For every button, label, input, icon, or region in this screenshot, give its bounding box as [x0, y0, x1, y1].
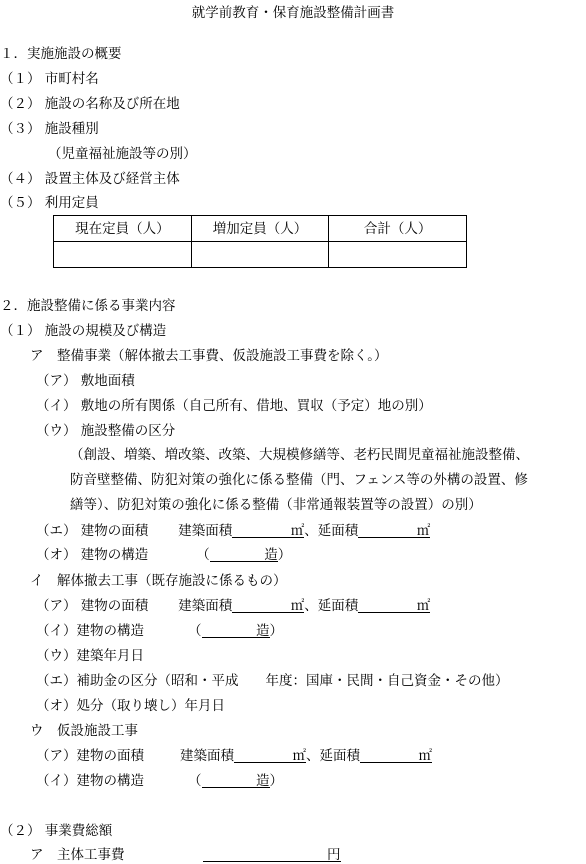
- floor-area-field[interactable]: [358, 522, 430, 538]
- item-development-type: （ウ） 施設整備の区分: [36, 423, 176, 439]
- item-facility-type: （３） 施設種別: [0, 121, 99, 137]
- item-capacity: （５） 利用定員: [0, 195, 99, 211]
- structure-unit: 造: [256, 623, 270, 639]
- floor-area-text: 延面積: [317, 523, 359, 539]
- item-construction-date: （ウ）建築年月日: [36, 648, 144, 664]
- demolition-structure-label: （イ）建物の構造: [36, 623, 144, 639]
- building-area-text: 建築面積: [178, 523, 233, 539]
- development-type-line-2: 防音壁整備、防犯対策の強化に係る整備（門、フェンス等の外構の設置、修: [70, 472, 528, 488]
- item-temporary-structure: [36, 772, 283, 790]
- building-area-text: 建築面積: [180, 748, 234, 764]
- subsection-i-title: イ 解体撤去工事（既存施設に係るもの）: [30, 573, 287, 589]
- sqm-unit: ㎡: [418, 748, 432, 764]
- item-site-ownership: （イ） 敷地の所有関係（自己所有、借地、買収（予定）地の別）: [36, 398, 432, 414]
- paren-open: （: [196, 547, 210, 563]
- demolition-floor-area-field[interactable]: [358, 597, 430, 613]
- item-site-area: （ア） 敷地面積: [36, 373, 135, 389]
- table-value-row: [54, 242, 467, 268]
- cell-total-capacity[interactable]: [329, 242, 467, 268]
- paren-close: ）: [269, 623, 283, 639]
- temporary-structure-field[interactable]: [202, 772, 270, 788]
- subsection-a-title: ア 整備事業（解体撤去工事費、仮設施設工事費を除く。）: [30, 348, 388, 364]
- item-building-area: [36, 522, 430, 540]
- paren-open: （: [188, 623, 202, 639]
- temporary-structure-label: （イ）建物の構造: [36, 773, 144, 789]
- item-demolition-structure: [36, 622, 283, 640]
- building-area-text: 建築面積: [178, 598, 233, 614]
- header-increase-capacity: 増加定員（人）: [191, 216, 329, 242]
- item-demolition-area: [36, 597, 430, 615]
- main-construction-cost-field[interactable]: [203, 846, 341, 862]
- building-structure-label: （オ） 建物の構造: [36, 547, 149, 563]
- item-facility-type-note: （児童福祉施設等の別）: [48, 146, 197, 162]
- yen-unit: 円: [327, 847, 341, 863]
- item-total-project-cost: （２） 事業費総額: [0, 823, 113, 839]
- item-disposal-date: （オ）処分（取り壊し）年月日: [36, 698, 225, 714]
- sqm-unit: ㎡: [290, 598, 305, 614]
- item-temporary-area: [36, 747, 432, 765]
- item-main-construction-cost: [30, 846, 341, 864]
- temporary-floor-area-field[interactable]: [360, 747, 432, 763]
- sqm-unit: ㎡: [416, 523, 431, 539]
- paren-open: （: [188, 773, 202, 789]
- temporary-building-area-field[interactable]: [234, 747, 306, 763]
- item-operator: （４） 設置主体及び経営主体: [0, 171, 180, 187]
- development-type-line-1: （創設、増築、増改築、改築、大規模修繕等、老朽民間児童福祉施設整備、: [70, 447, 529, 463]
- document-title: 就学前教育・保育施設整備計画書: [191, 5, 395, 21]
- table-header-row: [54, 216, 467, 242]
- sqm-unit: ㎡: [292, 748, 306, 764]
- item-subsidy-category: （エ）補助金の区分（昭和・平成 年度：国庫・民間・自己資金・その他）: [36, 673, 509, 689]
- cell-increase-capacity[interactable]: [191, 242, 329, 268]
- item-building-structure: [36, 546, 291, 564]
- section1-heading: １．実施施設の概要: [0, 46, 122, 62]
- item-facility-name: （２） 施設の名称及び所在地: [0, 96, 180, 112]
- demolition-building-area-field[interactable]: [232, 597, 304, 613]
- subsection-u-title: ウ 仮設施設工事: [30, 723, 138, 739]
- floor-area-text: 延面積: [319, 748, 360, 764]
- sqm-unit: ㎡: [416, 598, 431, 614]
- item-municipality: （１） 市町村名: [0, 71, 99, 87]
- header-current-capacity: 現在定員（人）: [54, 216, 192, 242]
- structure-field[interactable]: [210, 546, 278, 562]
- cell-current-capacity[interactable]: [54, 242, 192, 268]
- sqm-unit: ㎡: [290, 523, 305, 539]
- section2-heading: ２．施設整備に係る事業内容: [0, 298, 176, 314]
- comma: 、: [304, 523, 318, 539]
- development-type-line-3: 繕等）、防犯対策の強化に係る整備（非常通報装置等の設置）の別）: [70, 497, 482, 513]
- demolition-structure-field[interactable]: [202, 622, 270, 638]
- main-construction-cost-label: ア 主体工事費: [30, 847, 125, 863]
- item-scale-structure: （１） 施設の規模及び構造: [0, 323, 167, 339]
- building-area-label: （エ） 建物の面積: [36, 523, 149, 539]
- temporary-area-label: （ア）建物の面積: [36, 748, 144, 764]
- header-total-capacity: 合計（人）: [329, 216, 467, 242]
- paren-close: ）: [269, 773, 283, 789]
- comma: 、: [304, 598, 318, 614]
- structure-unit: 造: [256, 773, 270, 789]
- development-type-description: [70, 443, 586, 518]
- structure-unit: 造: [264, 547, 278, 563]
- capacity-table: [53, 215, 467, 268]
- comma: 、: [306, 748, 320, 764]
- building-area-field[interactable]: [232, 522, 304, 538]
- demolition-area-label: （ア） 建物の面積: [36, 598, 149, 614]
- paren-close: ）: [277, 547, 292, 563]
- floor-area-text: 延面積: [317, 598, 359, 614]
